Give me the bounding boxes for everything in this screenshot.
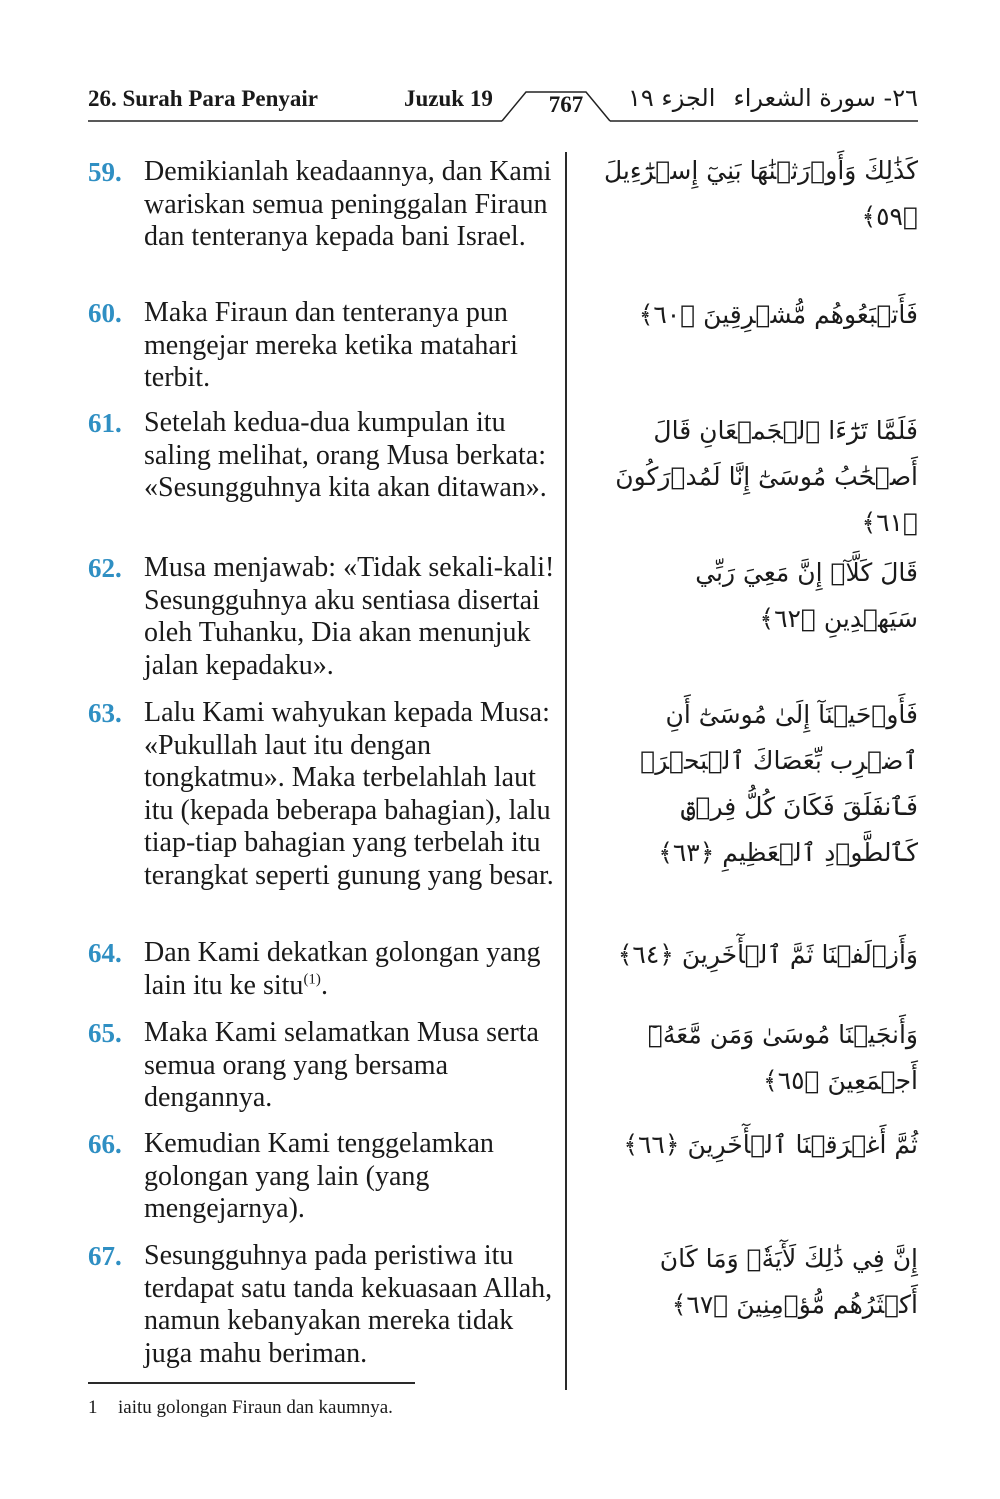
page-number: 767: [548, 92, 584, 117]
arabic-verse-61: فَلَمَّا تَرَٰٓءَا ٱلۡجَمۡعَانِ قَالَ أَصۡحَٰبُ مُوسَىٰٓ إِنَّا لَمُدۡرَكُونَ ﴿٦١﴾: [615, 416, 918, 537]
arabic-verse-60: فَأَتۡبَعُوهُم مُّشۡرِقِينَ ﴿٦٠﴾: [638, 300, 918, 329]
footnote-rule: [88, 1382, 415, 1384]
footnote-text: iaitu golongan Firaun dan kaumnya.: [118, 1397, 393, 1418]
verse-translation: Sesungguhnya pada peristiwa itu terdapat satu tanda kekuasaan Allah, namun kebanyakan mereka tidak juga mahu beriman.: [144, 1240, 553, 1369]
verse-number: 60.: [88, 298, 122, 328]
surah-title: 26. Surah Para Penyair: [88, 86, 318, 111]
verse-translation: Demikianlah keadaannya, dan Kami wariskan semua peninggalan Firaun dan tenteranya kepada bani Israel.: [144, 156, 552, 252]
arabic-verse-66: ثُمَّ أَغۡرَقۡنَا ٱلۡأٓخَرِينَ ﴿٦٦﴾: [623, 1130, 918, 1159]
verse-translation: [144, 937, 558, 1002]
verse-translation: Lalu Kami wahyukan kepada Musa: «Pukullah laut itu dengan tongkatmu». Maka terbelahlah laut itu (kepada beberapa bahagian), lalu tiap-tiap bahagian yang terbelah itu terangkat seperti gunung yang besar.: [144, 697, 554, 891]
footnote: [88, 1397, 393, 1419]
header-rule: [88, 84, 918, 124]
arabic-verse-63: فَأَوۡحَيۡنَآ إِلَىٰ مُوسَىٰٓ أَنِ ٱضۡرِب بِّعَصَاكَ ٱلۡبَحۡرَۖ فَٱنفَلَقَ فَكَانَ كُلُّ فِرۡقٖ كَٱلطَّوۡدِ ٱلۡعَظِيمِ ﴿٦٣﴾: [640, 700, 918, 867]
verse-number: 66.: [88, 1129, 122, 1159]
verse-number: 62.: [88, 553, 122, 583]
verse-text: Dan Kami dekatkan golongan yang lain itu ke situ: [144, 937, 541, 1001]
verse-number: 59.: [88, 157, 122, 187]
arabic-juz-label: الجزء ١٩: [628, 84, 716, 112]
verse-translation: Musa menjawab: «Tidak sekali-kali! Sesungguhnya aku sentiasa disertai oleh Tuhanku, Dia akan menunjuk jalan kepadaku».: [144, 552, 555, 681]
arabic-verse-59: كَذَٰلِكَ وَأَوۡرَثۡنَٰهَا بَنِيٓ إِسۡرَٰٓءِيلَ ﴿٥٩﴾: [603, 156, 918, 231]
verse-translation: Maka Kami selamatkan Musa serta semua orang yang bersama dengannya.: [144, 1017, 539, 1113]
verse-number: 65.: [88, 1018, 122, 1048]
verse-translation: Maka Firaun dan tenteranya pun mengejar mereka ketika matahari terbit.: [144, 297, 518, 393]
verse-number: 63.: [88, 698, 122, 728]
footnote-number: 1: [88, 1397, 98, 1418]
verse-number: 64.: [88, 938, 122, 968]
verse-number: 67.: [88, 1241, 122, 1271]
verse-translation: Kemudian Kami tenggelamkan golongan yang lain (yang mengejarnya).: [144, 1128, 494, 1224]
verse-translation: Setelah kedua-dua kumpulan itu saling melihat, orang Musa berkata: «Sesungguhnya kita akan ditawan».: [144, 407, 547, 503]
arabic-verse-62: قَالَ كَلَّآۖ إِنَّ مَعِيَ رَبِّي سَيَهۡدِينِ ﴿٦٢﴾: [695, 558, 918, 633]
verse-text-end: .: [320, 969, 328, 1001]
arabic-verse-65: وَأَنجَيۡنَا مُوسَىٰ وَمَن مَّعَهُۥٓ أَجۡمَعِينَ ﴿٦٥﴾: [647, 1020, 918, 1095]
arabic-verse-64: وَأَزۡلَفۡنَا ثَمَّ ٱلۡأٓخَرِينَ ﴿٦٤﴾: [617, 940, 918, 969]
arabic-surah-title: ٢٦- سورة الشعراء: [733, 84, 918, 112]
verse-number: 61.: [88, 408, 122, 438]
footnote-marker[interactable]: (1): [303, 971, 321, 988]
juzuk-label: Juzuk 19: [404, 86, 493, 111]
arabic-verse-67: إِنَّ فِي ذَٰلِكَ لَأٓيَةٗۖ وَمَا كَانَ أَكۡثَرُهُم مُّؤۡمِنِينَ ﴿٦٧﴾: [659, 1244, 918, 1319]
column-divider: [565, 152, 567, 1390]
